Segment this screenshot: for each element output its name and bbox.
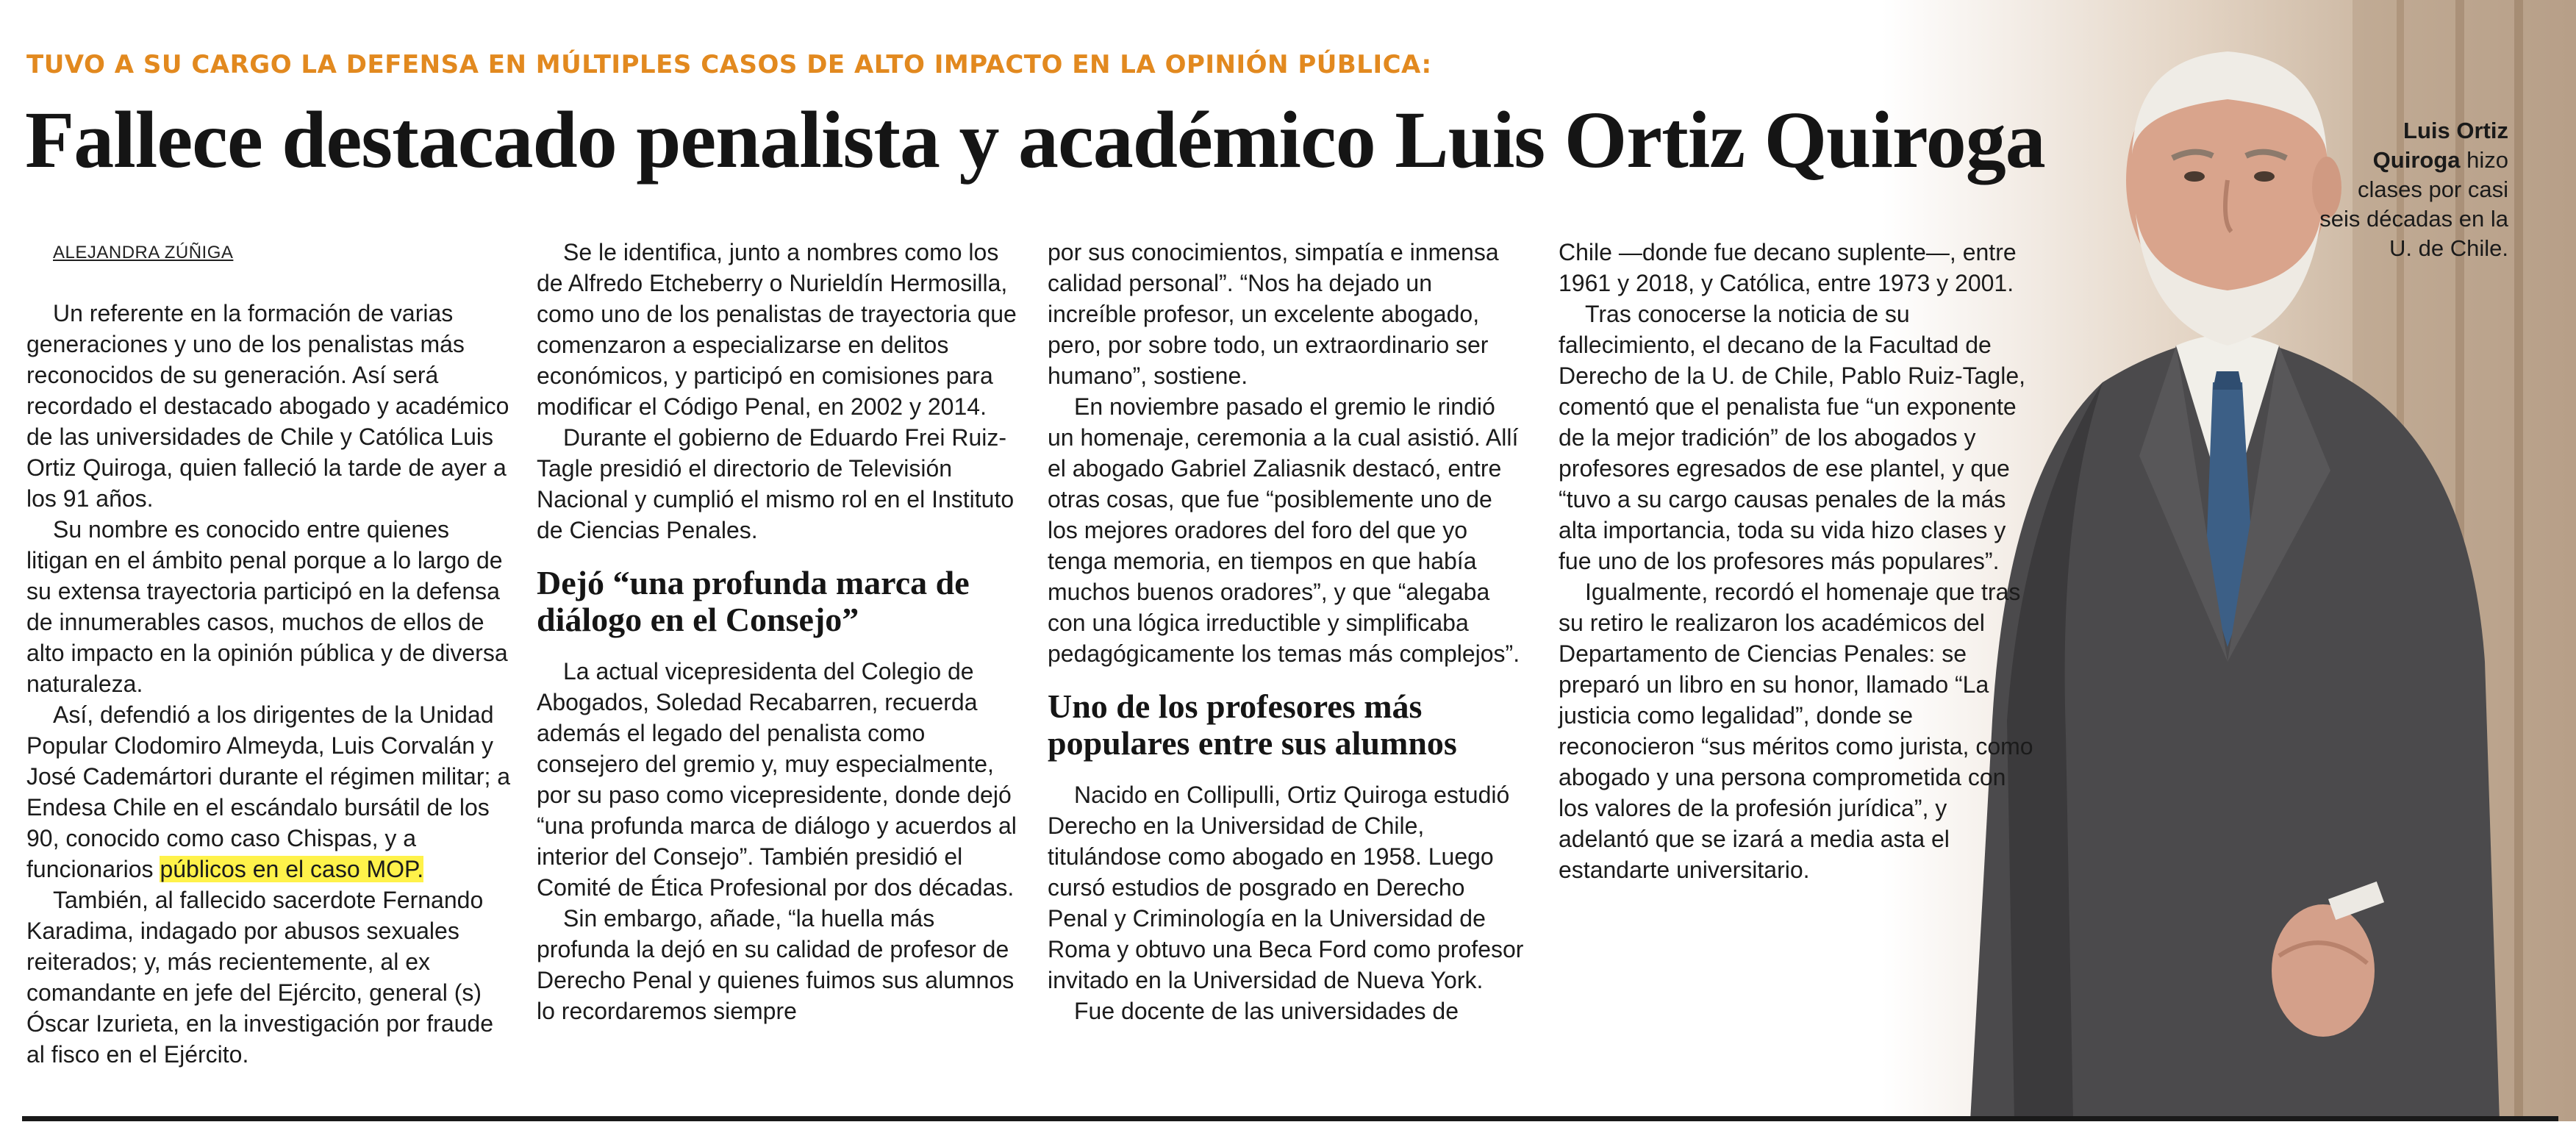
paragraph-text: Así, defendió a los dirigentes de la Unidad Popular Clodomiro Almeyda, Luis Corvalán y José Cademártori durante el régimen militar; a Endesa Chile en el escándalo bursátil de los 90, conocido como caso Chispas, y a funcionarios [26,701,511,882]
caption-text: hizo clases por casi seis décadas en la U. de Chile. [2319,147,2508,261]
subheading: Uno de los profesores más populares entre sus alumnos [1048,687,1457,762]
paragraph: por sus conocimientos, simpatía e inmensa calidad personal”. “Nos ha dejado un increíble profesor, un excelente abogado, pero, por sobre todo, un extraordinario ser humano”, sostiene. [1048,239,1499,389]
paragraph: Fue docente de las universidades de [1074,998,1459,1024]
column-1 [26,298,512,1070]
kicker: TUVO A SU CARGO LA DEFENSA EN MÚLTIPLES CASOS DE ALTO IMPACTO EN LA OPINIÓN PÚBLICA: [26,50,1432,79]
paragraph: Igualmente, recordó el homenaje que tras su retiro le realizaron los académicos del Departamento de Ciencias Penales: se preparó un libro en su honor, llamado “La justicia como legalidad”, donde se reconocieron “sus méritos como jurista, como abogado y una persona comprometida con los valores de la profesión jurídica”, y adelantó que se izará a media asta el estandarte universitario. [1559,579,2033,883]
caption-name: Luis Ortiz Quiroga [2372,118,2508,173]
paragraph: Se le identifica, junto a nombres como los de Alfredo Etcheberry o Nurieldín Hermosilla, como uno de los penalistas de trayectoria que comenzaron a especializarse en delitos económicos, y participó en comisiones para modificar el Código Penal, en 2002 y 2014. [537,239,1017,420]
column-4 [1559,237,2036,885]
paragraph: Nacido en Collipulli, Ortiz Quiroga estudió Derecho en la Universidad de Chile, titulándose como abogado en 1958. Luego cursó estudios de posgrado en Derecho Penal y Criminología en la Universidad de Roma y obtuvo una Beca Ford como profesor invitado en la Universidad de Nueva York. [1048,782,1524,993]
paragraph: Chile —donde fue decano suplente—, entre 1961 y 2018, y Católica, entre 1973 y 2001. [1559,239,2017,296]
highlighted-text: públicos en el caso MOP. [160,856,424,882]
paragraph: Un referente en la formación de varias generaciones y uno de los penalistas más reconocidos de su generación. Así será recordado el destacado abogado y académico de las universidades de Chile y Católica Luis Ortiz Quiroga, quien falleció la tarde de ayer a los 91 años. [26,300,509,512]
paragraph: También, al fallecido sacerdote Fernando Karadima, indagado por abusos sexuales reiterados; y, más recientemente, al ex comandante en jefe del Ejército, general (s) Óscar Izurieta, en la investigación por fraude al fisco en el Ejército. [26,887,493,1068]
byline: ALEJANDRA ZÚÑIGA [53,243,234,262]
paragraph [26,699,512,885]
paragraph: Durante el gobierno de Eduardo Frei Ruiz-Tagle presidió el directorio de Televisión Nacional y cumplió el mismo rol en el Instituto de Ciencias Penales. [537,424,1015,543]
column-3 [1048,237,1525,1026]
photo-caption [2317,116,2508,263]
paragraph: Tras conocerse la noticia de su fallecimiento, el decano de la Facultad de Derecho de la U. de Chile, Pablo Ruiz-Tagle, comentó que el penalista fue “un exponente de la mejor tradición” de los abogados y profesores egresados de ese plantel, y que “tuvo a su cargo causas penales de la más alta importancia, toda su vida hizo clases y fue uno de los profesores más populares”. [1559,301,2025,574]
subheading: Dejó “una profunda marca de diálogo en el Consejo” [537,564,970,638]
bottom-rule [22,1116,2558,1121]
column-2 [537,237,1022,1026]
paragraph: Sin embargo, añade, “la huella más profunda la dejó en su calidad de profesor de Derecho Penal y quienes fuimos sus alumnos lo recordaremos siempre [537,905,1015,1024]
headline: Fallece destacado penalista y académico Luis Ortiz Quiroga [25,95,2045,185]
paragraph: En noviembre pasado el gremio le rindió un homenaje, ceremonia a la cual asistió. Allí el abogado Gabriel Zaliasnik destacó, entre otras cosas, que fue “posiblemente uno de los mejores oradores del foro del que yo tenga memoria, en tiempos en que había muchos buenos oradores”, y que “alegaba con una lógica irreductible y simplificaba pedagógicamente los temas más complejos”. [1048,393,1520,667]
paragraph: La actual vicepresidenta del Colegio de Abogados, Soledad Recabarren, recuerda además el legado del penalista como consejero del gremio y, muy especialmente, por su paso como vicepresidente, donde dejó “una profunda marca de diálogo y acuerdos al interior del Consejo”. También presidió el Comité de Ética Profesional por dos décadas. [537,658,1017,901]
paragraph: Su nombre es conocido entre quienes litigan en el ámbito penal porque a lo largo de su extensa trayectoria participó en la defensa de innumerables casos, muchos de ellos de alto impacto en la opinión pública y de diversa naturaleza. [26,516,508,697]
